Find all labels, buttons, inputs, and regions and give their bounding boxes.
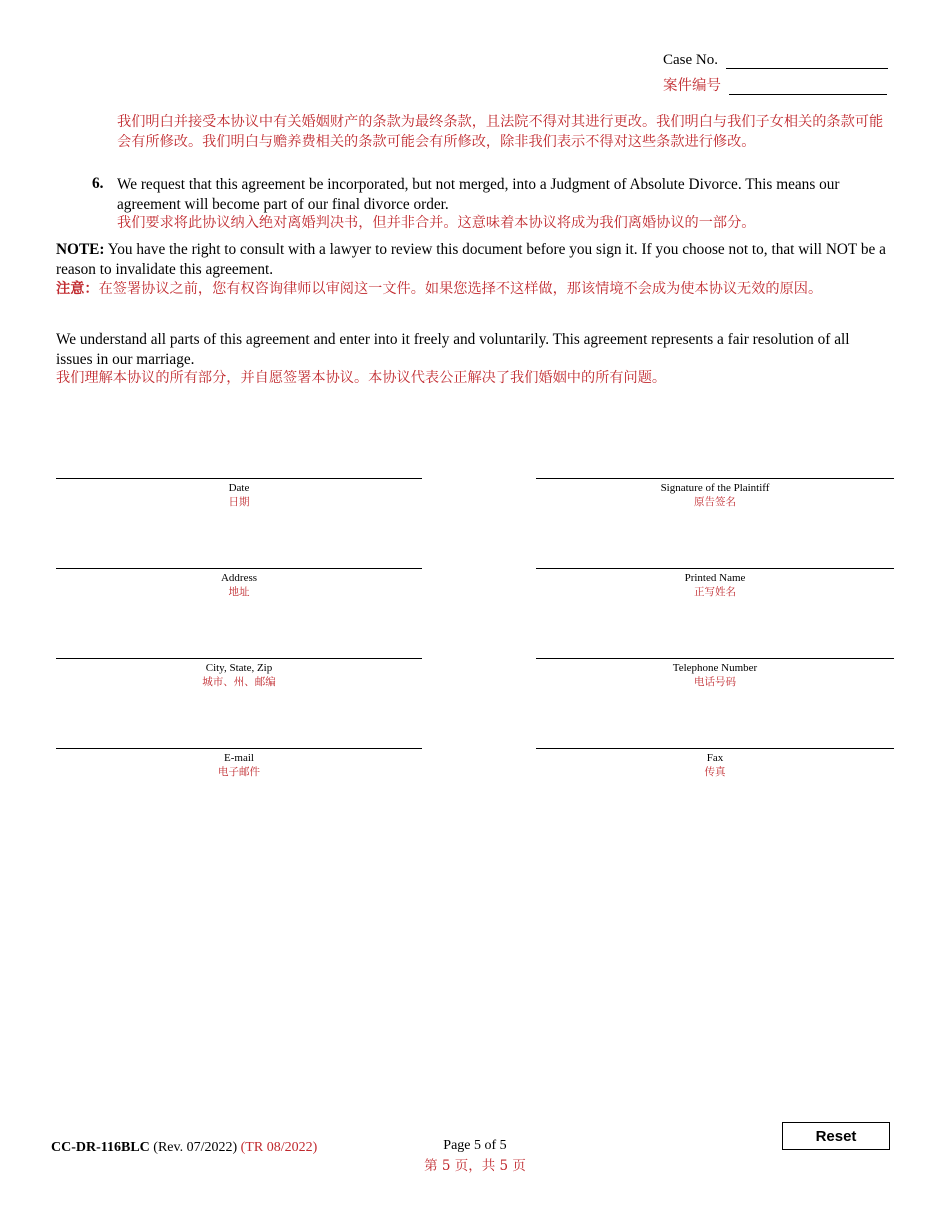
date-label-zh: 日期 <box>228 496 250 508</box>
case-number-line-zh <box>729 94 887 95</box>
item-6-text-zh: 我们要求将此协议纳入绝对离婚判决书，但并非合并。这意味着本协议将成为我们离婚协议的一部分。 <box>117 215 756 231</box>
property-terms-zh: 我们明白并接受本协议中有关婚姻财产的条款为最终条款，且法院不得对其进行更改。我们明白与我们子女相关的条款可能会有所修改。我们明白与赡养费相关的条款可能会有所修改，除非我们表示不得对这些条款进行修改。 <box>117 114 884 150</box>
telephone-label-zh: 电话号码 <box>694 676 736 688</box>
printed-name-field[interactable] <box>536 568 894 599</box>
note-paragraph <box>56 240 892 279</box>
plaintiff-signature-field[interactable] <box>536 478 894 509</box>
city-state-zip-field[interactable] <box>56 658 422 689</box>
note-text: You have the right to consult with a lawyer to review this document before you sign it. If you choose not to, that will NOT be a reason to invalidate this agreement. <box>56 241 886 278</box>
plaintiff-signature-label-zh: 原告签名 <box>694 496 736 508</box>
address-label: Address <box>220 572 258 584</box>
fax-field[interactable] <box>536 748 894 779</box>
page-indicator <box>420 1138 530 1174</box>
note-label-zh: 注意： <box>56 281 99 297</box>
printed-name-label-zh: 正写姓名 <box>694 586 736 598</box>
understanding-statement: We understand all parts of this agreement and enter into it freely and voluntarily. This agreement represents a fair resolution of all issues in our marriage. <box>56 331 850 368</box>
form-revision: (Rev. 07/2022) <box>153 1140 238 1155</box>
case-number-field[interactable] <box>726 68 888 69</box>
printed-name-label: Printed Name <box>684 572 746 584</box>
form-id: CC-DR-116BLC <box>51 1140 150 1155</box>
city-state-zip-label: City, State, Zip <box>205 662 273 674</box>
fax-label: Fax <box>706 752 724 764</box>
note-label: NOTE: <box>56 241 105 258</box>
understanding-statement-zh: 我们理解本协议的所有部分，并自愿签署本协议。本协议代表公正解决了我们婚姻中的所有问题。 <box>56 370 667 386</box>
form-translation-date: (TR 08/2022) <box>240 1140 318 1155</box>
plaintiff-signature-label: Signature of the Plaintiff <box>660 482 770 494</box>
email-label: E-mail <box>224 752 254 764</box>
form-identifier <box>51 1140 317 1156</box>
item-6-number: 6. <box>92 175 104 192</box>
address-label-zh: 地址 <box>228 586 250 598</box>
email-field[interactable] <box>56 748 422 779</box>
page-number-zh: 第 5 页，共 5 页 <box>424 1158 526 1174</box>
city-state-zip-label-zh: 城市、州、邮编 <box>202 676 276 688</box>
telephone-field[interactable] <box>536 658 894 689</box>
case-number-label: Case No. <box>663 52 718 68</box>
reset-button[interactable]: Reset <box>782 1122 890 1150</box>
fax-label-zh: 传真 <box>704 766 726 778</box>
note-paragraph-zh <box>56 280 892 300</box>
case-number-row <box>663 52 888 69</box>
address-field[interactable] <box>56 568 422 599</box>
date-field[interactable] <box>56 478 422 509</box>
case-number-row-zh <box>663 74 887 95</box>
telephone-label: Telephone Number <box>672 662 758 674</box>
email-label-zh: 电子邮件 <box>218 766 260 778</box>
case-number-label-zh: 案件编号 <box>663 78 721 94</box>
page-number: Page 5 of 5 <box>443 1138 507 1153</box>
date-label: Date <box>228 482 250 494</box>
item-6-text: We request that this agreement be incorporated, but not merged, into a Judgment of Absolute Divorce. This means our agreement will become part of our final divorce order. <box>117 176 840 213</box>
note-text-zh: 在签署协议之前，您有权咨询律师以审阅这一文件。如果您选择不这样做，那该情境不会成为使本协议无效的原因。 <box>98 281 823 297</box>
